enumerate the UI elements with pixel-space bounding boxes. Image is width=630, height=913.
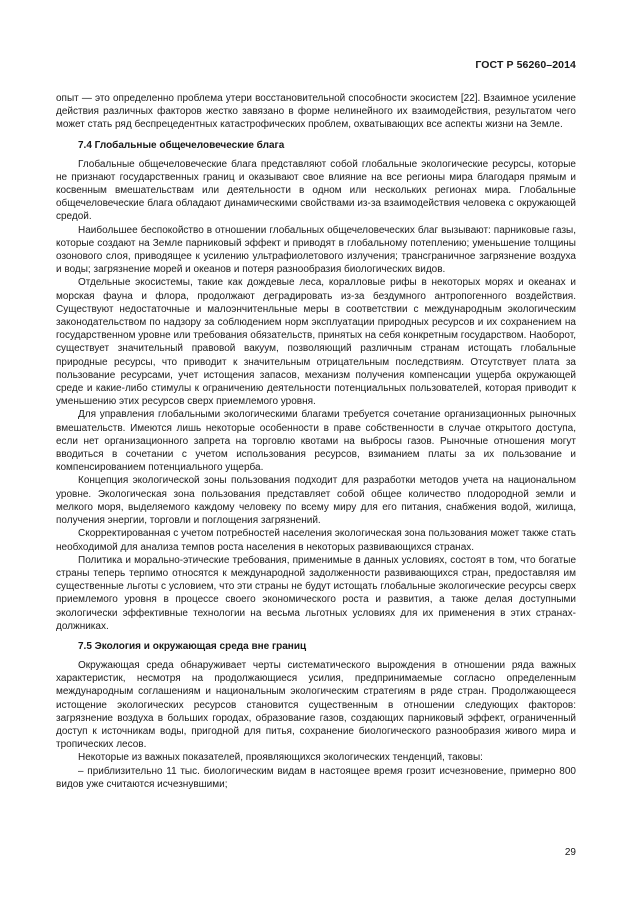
paragraph: Для управления глобальными экологическими благами требуется сочетание организационных рыночных вмешательств. Имеются лишь некоторые особенности в праве собственности в случае открытого доступа, если нет организационного запрета на торговлю квотами на выбросы газов. Рыночные отношения могут вводиться в сочетании с учетом использования ресурсов, взиманием платы за их пользование и компенсированием потенциального ущерба. bbox=[56, 409, 576, 474]
list-item: – приблизительно 11 тыс. биологическим видам в настоящее время грозит исчезновение, примерно 800 видов уже считаются исчезнувшими; bbox=[56, 765, 576, 790]
standard-id-header: ГОСТ Р 56260–2014 bbox=[475, 59, 576, 71]
document-body bbox=[56, 92, 576, 791]
paragraph: Глобальные общечеловеческие блага представляют собой глобальные экологические ресурсы, которые не признают государственных границ и оказывают свое влияние на все регионы мира благодаря прямым и косвенным вмешательствам или деятельности в одном или нескольких регионах мира. Глобальные общечеловеческие блага обладают динамическими свойствами из-за взаимодействия человека с окружающей средой. bbox=[56, 158, 576, 223]
paragraph: Некоторые из важных показателей, проявляющихся экологических тенденций, таковы: bbox=[78, 752, 483, 764]
section-heading-7-5: 7.5 Экология и окружающая среда вне границ bbox=[78, 640, 307, 652]
section-heading-7-4: 7.4 Глобальные общечеловеческие блага bbox=[78, 139, 285, 151]
paragraph: Скорректированная с учетом потребностей населения экологическая зона пользования может также стать необходимой для анализа темпов роста населения в некоторых развивающихся странах. bbox=[56, 528, 576, 553]
paragraph: Политика и морально-этические требования, применимые в данных условиях, состоят в том, что богатые страны теперь терпимо относятся к международной задолженности развивающихся стран, предоставляя им существенные льготы с условием, что эти страны не будут истощать глобальные экологические ресурсы сверх приемлемого уровня в процессе своего экономического роста и развития, а также делая доступными экологически эффективные технологии на весьма льготных условиях для их применения в этих странах-должниках. bbox=[56, 554, 576, 632]
paragraph: Окружающая среда обнаруживает черты систематического вырождения в отношении ряда важных характеристик, несмотря на продолжающиеся усилия, предпринимаемые согласно определенным международным соглашениям и национальным экологическим стратегиям в ряде стран. Продолжающееся истощение экологических ресурсов становится существенным в отношении следующих факторов: загрязнение воздуха в больших городах, образование газов, создающих парниковый эффект, ограниченный доступ к источникам воды, пригодной для питья, сохранение биологического разнообразия живого мира и тропических лесов. bbox=[56, 659, 576, 751]
page-number: 29 bbox=[564, 847, 576, 858]
paragraph: Отдельные экосистемы, такие как дождевые леса, коралловые рифы в некоторых морях и океанах и морская фауна и флора, продолжают деградировать из-за бездумного антропогенного воздействия. Существуют недостаточные и малоэнчитенльные меры в соответствии с международным экологическим законодательством по надзору за соблюдением норм эксплуатации природных ресурсов и их сохранением на государственном уровне или требования обязательств, принятых на себя конкретным государством. Наоборот, существует значительный правовой вакуум, позволяющий различным странам истощать глобальные природные ресурсы, что приводит к значительным отрицательным последствиям. Отсутствует плата за пользование ресурсами, учет истощения запасов, механизм получения компенсации ущерба окружающей среде и какие-либо стимулы к ограничению деятельности потенциальных пользователей, которая приводит к уменьшению этих ресурсов сверх приемлемого уровня. bbox=[56, 277, 576, 408]
paragraph: Концепция экологической зоны пользования подходит для разработки методов учета на национальном уровне. Экологическая зона пользования представляет собой общее количество плодородной земли и мелкого моря, выделяемого каждому человеку по всему миру для его питания, снабжения водой, жилища, получения энергии, торговли и поглощения загрязнений. bbox=[56, 475, 576, 527]
paragraph-intro: опыт — это определенно проблема утери восстановительной способности экосистем [22]. Взаимное усиление действия различных факторов жестко завязано в форме нелинейного их взаимодействия, результатом чего может стать ряд беспрецедентных катастрофических проблем, охватывающих все аспекты жизни на Земле. bbox=[56, 93, 576, 131]
paragraph: Наибольшее беспокойство в отношении глобальных общечеловеческих благ вызывают: парниковые газы, которые создают на Земле парниковый эффект и приводят в глобальному потеплению; уменьшение толщины озонового слоя, приводящее к усилению ультрафиолетового излучения; трансграничное загрязнение воздуха и воды; загрязнение морей и океанов и потеря разнообразия биологических видов. bbox=[56, 224, 576, 276]
